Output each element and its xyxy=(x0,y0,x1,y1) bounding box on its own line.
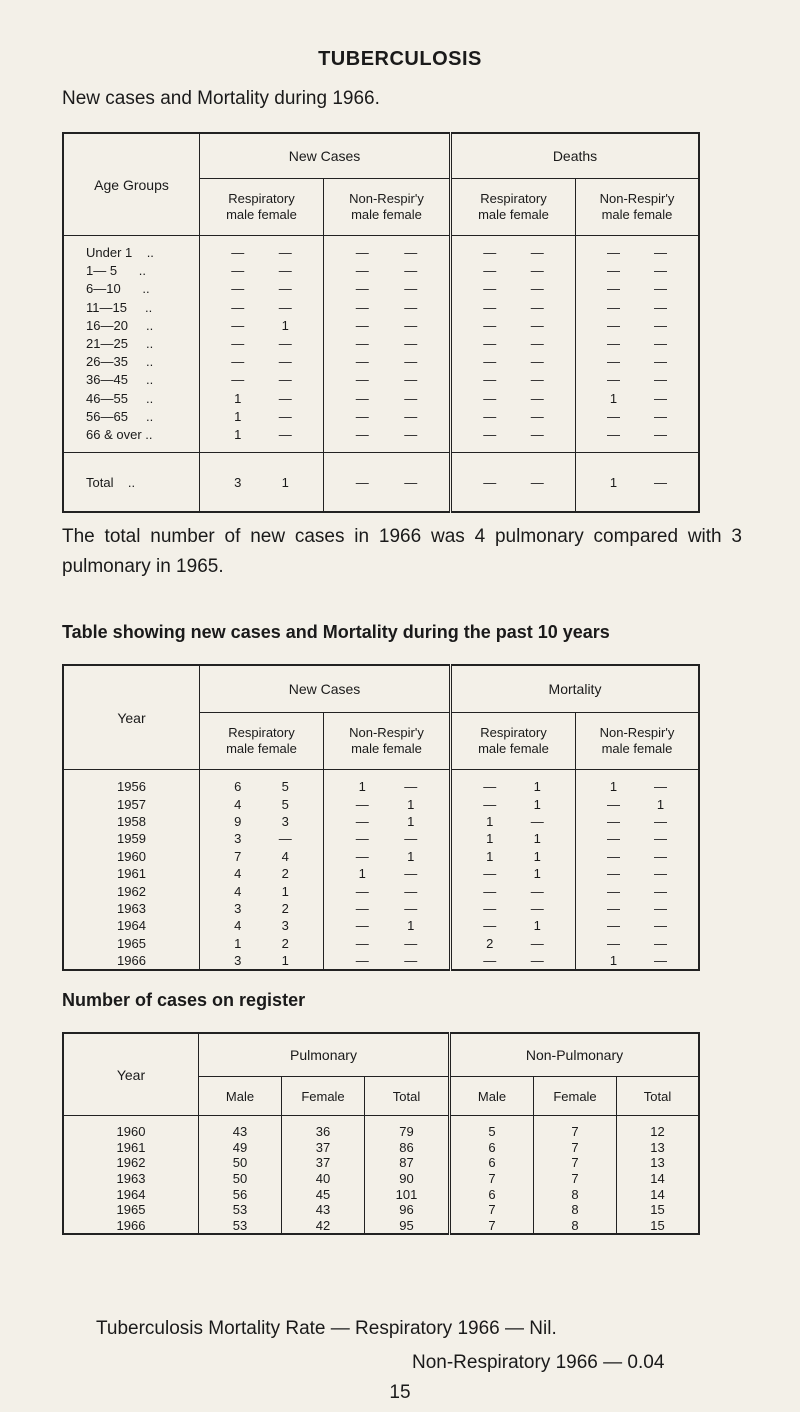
new-resp-header: Respiratory male female xyxy=(200,713,324,770)
age-group-label: 66 & over .. xyxy=(86,426,153,442)
age-group-label: 26—35 .. xyxy=(86,354,154,370)
year-label: 1958 xyxy=(117,813,146,829)
register-row xyxy=(63,1218,699,1235)
register-cell: 14 xyxy=(617,1186,700,1202)
age-group-label: 56—65 .. xyxy=(86,408,154,424)
new-cases-header: New Cases xyxy=(200,133,451,179)
register-cell: 37 xyxy=(282,1155,365,1171)
year-row: 1959 3 — — — 1 1 — — xyxy=(63,830,699,847)
register-row xyxy=(63,1155,699,1171)
register-row xyxy=(63,1124,699,1140)
register-cell: 7 xyxy=(534,1140,617,1156)
year-row: 1956 6 5 1 — — 1 1 — xyxy=(63,778,699,795)
register-cell: 43 xyxy=(282,1202,365,1218)
register-cell: 37 xyxy=(282,1140,365,1156)
mort-resp-header: Respiratory male female xyxy=(451,713,576,770)
deaths-resp-header: Respiratory male female xyxy=(451,179,576,236)
register-cell: 43 xyxy=(199,1124,282,1140)
age-group-row: 16—20 .. — 1 — — — — — — xyxy=(63,317,699,335)
year-row: 1961 4 2 1 — — 1 — — xyxy=(63,865,699,882)
register-cell: 13 xyxy=(617,1140,700,1156)
pulm-male-header: Male xyxy=(199,1077,282,1116)
year-label: 1964 xyxy=(116,1186,146,1202)
age-group-label: 36—45 .. xyxy=(86,372,154,388)
nonpulm-male-header: Male xyxy=(450,1077,534,1116)
mortality-rate-respiratory: Tuberculosis Mortality Rate — Respiratory 1966 — Nil. xyxy=(96,1318,557,1339)
age-group-row: 36—45 .. — — — — — — — — xyxy=(63,371,699,389)
register-cell: 6 xyxy=(450,1155,534,1171)
pulm-total-header: Total xyxy=(365,1077,450,1116)
mortality-rate-non-respiratory: Non-Respiratory 1966 — 0.04 xyxy=(412,1352,665,1373)
year-label: 1963 xyxy=(117,900,146,916)
register-cell: 36 xyxy=(282,1124,365,1140)
register-cell: 14 xyxy=(617,1171,700,1187)
deaths-nonresp-header: Non-Respir'y male female xyxy=(576,179,700,236)
year-label: 1966 xyxy=(117,953,146,969)
register-cell: 8 xyxy=(534,1218,617,1235)
register-cell: 96 xyxy=(365,1202,450,1218)
year-label: 1962 xyxy=(117,883,146,899)
age-groups-header: Age Groups xyxy=(63,133,200,236)
year-row: 1962 4 1 — — — — — — xyxy=(63,882,699,899)
year-header: Year xyxy=(63,1033,199,1116)
mortality-header: Mortality xyxy=(451,665,700,713)
year-label: 1960 xyxy=(116,1124,146,1140)
register-row xyxy=(63,1202,699,1218)
new-cases-header: New Cases xyxy=(200,665,451,713)
year-label: 1960 xyxy=(117,848,146,864)
register-cell: 40 xyxy=(282,1171,365,1187)
year-row: 1966 3 1 — — — — 1 — xyxy=(63,952,699,970)
age-group-row: 21—25 .. — — — — — — — — xyxy=(63,335,699,353)
year-label: 1961 xyxy=(117,866,146,882)
year-row: 1963 3 2 — — — — — — xyxy=(63,900,699,917)
register-cell: 95 xyxy=(365,1218,450,1235)
year-header: Year xyxy=(63,665,200,770)
new-nonresp-header: Non-Respir'y male female xyxy=(324,179,451,236)
register-cell: 53 xyxy=(199,1218,282,1235)
age-group-row: Under 1 .. — — — — — — — — xyxy=(63,244,699,262)
total-row: Total .. 3 1 — — — — 1 — xyxy=(63,453,699,513)
nonpulm-total-header: Total xyxy=(617,1077,700,1116)
register-cell: 86 xyxy=(365,1140,450,1156)
deaths-header: Deaths xyxy=(451,133,700,179)
year-label: 1966 xyxy=(116,1217,146,1233)
year-label: 1961 xyxy=(116,1139,146,1155)
year-label: 1964 xyxy=(117,918,146,934)
register-row xyxy=(63,1140,699,1156)
year-row: 1964 4 3 — 1 — 1 — — xyxy=(63,917,699,934)
register-cell: 7 xyxy=(534,1155,617,1171)
new-cases-mortality-1966-table xyxy=(62,132,700,513)
year-label: 1965 xyxy=(116,1202,146,1218)
age-group-label: 1— 5 .. xyxy=(86,263,146,279)
register-cell: 101 xyxy=(365,1186,450,1202)
year-row: 1965 1 2 — — 2 — — — xyxy=(63,935,699,952)
register-cell: 49 xyxy=(199,1140,282,1156)
register-cell: 90 xyxy=(365,1171,450,1187)
register-cell: 8 xyxy=(534,1202,617,1218)
age-group-label: 6—10 .. xyxy=(86,281,150,297)
register-cell: 7 xyxy=(450,1171,534,1187)
register-cell: 7 xyxy=(450,1202,534,1218)
age-group-label: Under 1 .. xyxy=(86,245,154,261)
page-title: TUBERCULOSIS xyxy=(318,48,482,70)
age-group-label: 11—15 .. xyxy=(86,299,153,315)
age-group-row: 6—10 .. — — — — — — — — xyxy=(63,280,699,298)
non-pulmonary-header: Non-Pulmonary xyxy=(450,1033,700,1077)
age-group-row: 26—35 .. — — — — — — — — xyxy=(63,353,699,371)
age-group-label: 46—55 .. xyxy=(86,390,154,406)
year-row: 1957 4 5 — 1 — 1 — 1 xyxy=(63,795,699,812)
register-cell: 87 xyxy=(365,1155,450,1171)
register-cell: 7 xyxy=(534,1171,617,1187)
nonpulm-female-header: Female xyxy=(534,1077,617,1116)
register-table xyxy=(62,1032,700,1235)
register-cell: 56 xyxy=(199,1186,282,1202)
register-cell: 42 xyxy=(282,1218,365,1235)
register-cell: 53 xyxy=(199,1202,282,1218)
year-label: 1957 xyxy=(117,796,146,812)
ten-year-heading: Table showing new cases and Mortality during the past 10 years xyxy=(62,622,610,642)
year-row: 1960 7 4 — 1 1 1 — — xyxy=(63,848,699,865)
age-group-row: 11—15 .. — — — — — — — — xyxy=(63,299,699,317)
register-cell: 7 xyxy=(534,1124,617,1140)
register-cell: 79 xyxy=(365,1124,450,1140)
age-group-label: 21—25 .. xyxy=(86,336,154,352)
year-label: 1962 xyxy=(116,1155,146,1171)
new-resp-header: Respiratory male female xyxy=(200,179,324,236)
page-subtitle: New cases and Mortality during 1966. xyxy=(62,88,380,109)
year-row: 1958 9 3 — 1 1 — — — xyxy=(63,813,699,830)
register-row xyxy=(63,1186,699,1202)
register-cell: 6 xyxy=(450,1186,534,1202)
register-cell: 50 xyxy=(199,1171,282,1187)
mort-nonresp-header: Non-Respir'y male female xyxy=(576,713,700,770)
new-nonresp-header: Non-Respir'y male female xyxy=(324,713,451,770)
register-cell: 45 xyxy=(282,1186,365,1202)
register-cell: 5 xyxy=(450,1124,534,1140)
year-label: 1963 xyxy=(116,1171,146,1187)
register-cell: 6 xyxy=(450,1140,534,1156)
age-group-label: 16—20 .. xyxy=(86,317,154,333)
total-label: Total .. xyxy=(63,453,200,513)
year-label: 1956 xyxy=(117,779,146,795)
register-cell: 8 xyxy=(534,1186,617,1202)
register-cell: 50 xyxy=(199,1155,282,1171)
age-group-row: 46—55 .. 1 — — — — — 1 — xyxy=(63,390,699,408)
year-label: 1965 xyxy=(117,935,146,951)
register-cell: 15 xyxy=(617,1202,700,1218)
age-group-row: 1— 5 .. — — — — — — — — xyxy=(63,262,699,280)
age-group-row: 66 & over .. 1 — — — — — — — xyxy=(63,426,699,444)
register-cell: 15 xyxy=(617,1218,700,1235)
pulm-female-header: Female xyxy=(282,1077,365,1116)
page-number: 15 xyxy=(389,1382,411,1403)
register-cell: 13 xyxy=(617,1155,700,1171)
year-label: 1959 xyxy=(117,831,146,847)
register-heading: Number of cases on register xyxy=(62,990,306,1010)
register-cell: 7 xyxy=(450,1218,534,1235)
summary-paragraph: The total number of new cases in 1966 was 4 pulmonary compared with 3 pulmonary in 1965. xyxy=(62,526,742,577)
age-group-row: 56—65 .. 1 — — — — — — — xyxy=(63,408,699,426)
register-row xyxy=(63,1171,699,1187)
register-cell: 12 xyxy=(617,1124,700,1140)
pulmonary-header: Pulmonary xyxy=(199,1033,450,1077)
ten-year-table xyxy=(62,664,700,971)
